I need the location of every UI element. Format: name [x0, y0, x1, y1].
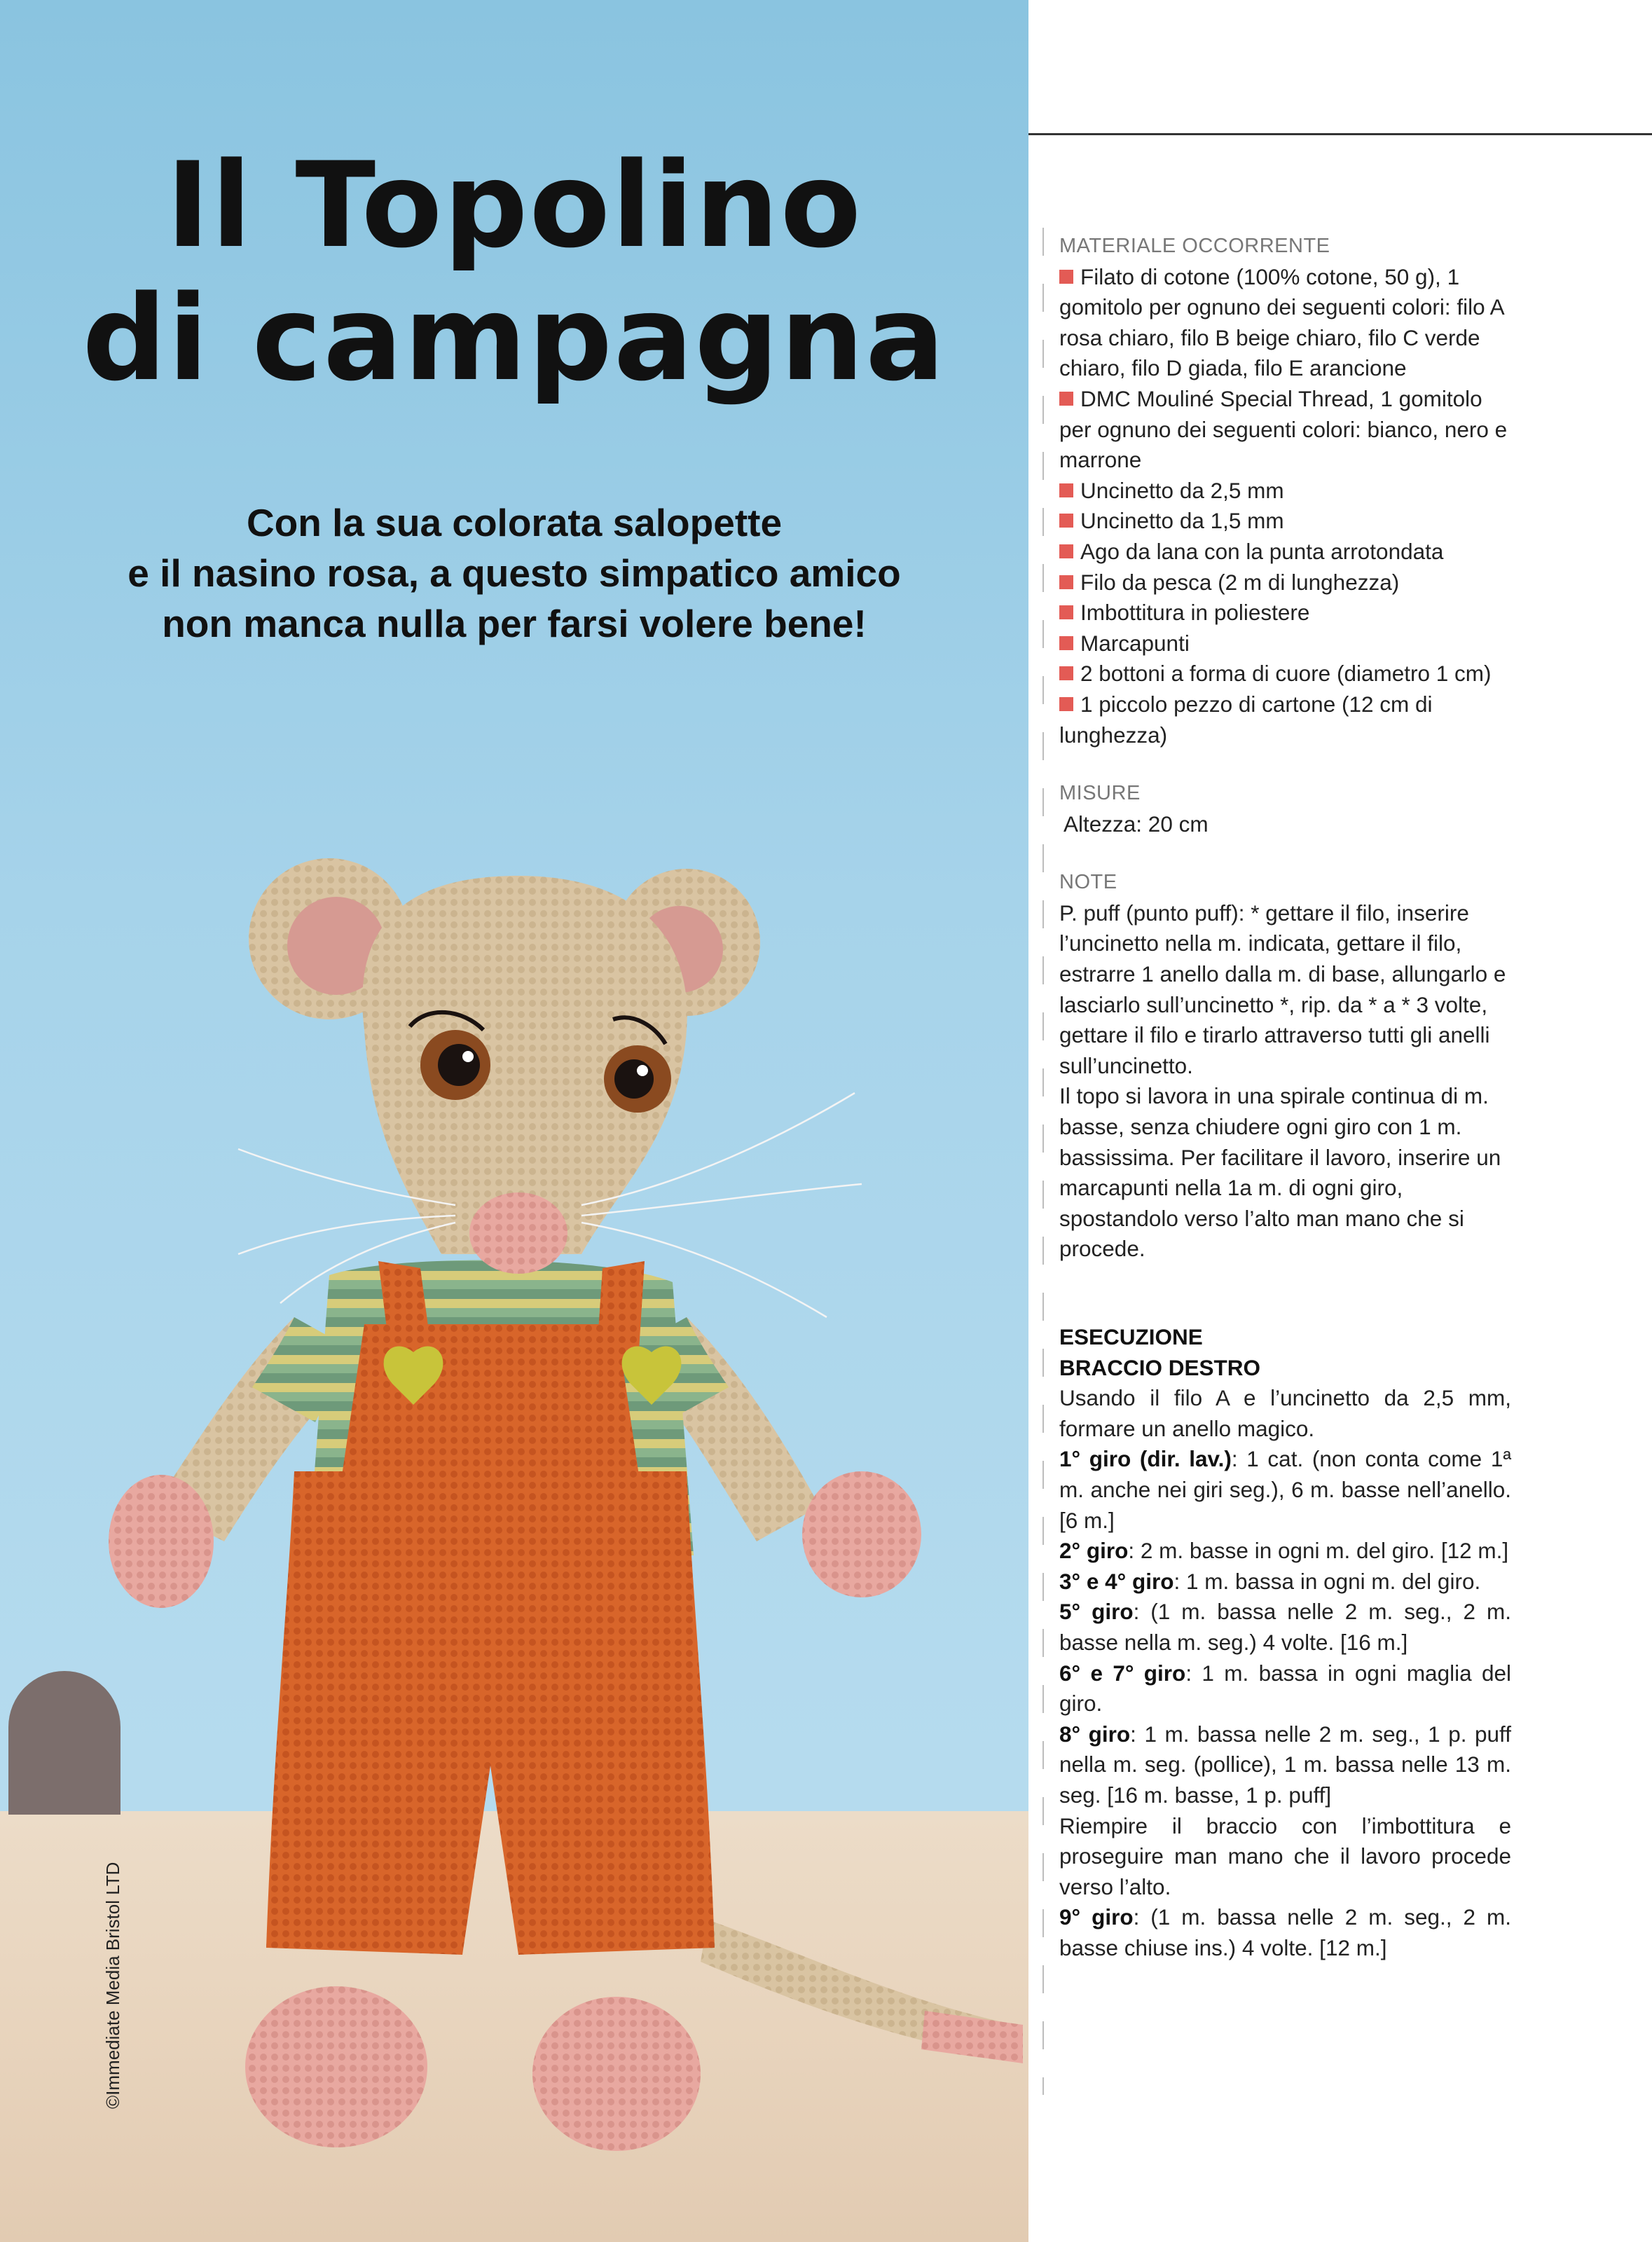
row-label: 5° giro: [1059, 1599, 1134, 1625]
notes-paragraph: Il topo si lavora in una spirale continua di m. basse, senza chiudere ogni giro con 1 m. bassissima. Per facilitare il lavoro, inserire un marcapunti nella 1a m. di ogni giro, spostandolo verso l’alto man mano che si procede.: [1059, 1083, 1501, 1262]
list-item: 1 piccolo pezzo di cartone (12 cm di lunghezza): [1059, 691, 1433, 748]
square-bullet-icon: [1059, 270, 1073, 284]
right-foot: [532, 1997, 701, 2151]
sizes-heading: MISURE: [1059, 782, 1141, 805]
square-bullet-icon: [1059, 666, 1073, 680]
row-label: 6° e 7° giro: [1059, 1660, 1186, 1686]
row-label: 9° giro: [1059, 1904, 1134, 1930]
pattern-row: [1059, 1597, 1511, 1658]
materials-list: [1059, 262, 1511, 751]
row-text: : 2 m. basse in ogni m. del giro. [12 m.]: [1128, 1538, 1509, 1564]
nose: [469, 1192, 567, 1274]
tail-tip: [921, 2011, 1023, 2063]
list-item: DMC Mouliné Special Thread, 1 gomitolo per ognuno dei seguenti colori: bianco, nero e marrone: [1059, 385, 1508, 473]
pattern-row: [1059, 1658, 1511, 1719]
row-text: : 1 cat. (non conta come 1ª m. anche nei giri seg.), 6 m. basse nell’anello. [6 m.]: [1059, 1446, 1511, 1533]
square-bullet-icon: [1059, 697, 1073, 711]
square-bullet-icon: [1059, 575, 1073, 589]
page-title-line-2: di campagna: [82, 270, 947, 407]
list-item: Filo da pesca (2 m di lunghezza): [1059, 568, 1511, 598]
notes-heading: NOTE: [1059, 871, 1117, 894]
square-bullet-icon: [1059, 636, 1073, 650]
row-text: : 1 m. bassa in ogni maglia del giro.: [1059, 1660, 1512, 1717]
subtitle-line: e il nasino rosa, a questo simpatico amico: [128, 551, 901, 595]
pattern-row: [1059, 1902, 1511, 1963]
section-subheading: BRACCIO DESTRO: [1059, 1354, 1261, 1380]
list-item: Uncinetto da 1,5 mm: [1059, 506, 1511, 537]
execution-heading: ESECUZIONE: [1059, 1324, 1203, 1349]
list-item: Marcapunti: [1059, 628, 1511, 659]
pattern-row: [1059, 1811, 1511, 1903]
square-bullet-icon: [1059, 514, 1073, 528]
left-hand: [109, 1475, 214, 1608]
row-text: : 1 m. bassa nelle 2 m. seg., 1 p. puff nella m. seg. (pollice), 1 m. bassa nelle 13 m. seg. [16 m. basse, 1 p. puff]: [1059, 1721, 1511, 1808]
materials-heading: MATERIALE OCCORRENTE: [1059, 235, 1330, 257]
left-foot: [245, 1986, 427, 2147]
page-title-line-1: Il Topolino: [165, 137, 863, 274]
row-text: : (1 m. bassa nelle 2 m. seg., 2 m. basse nella m. seg.) 4 volte. [16 m.]: [1059, 1599, 1511, 1655]
notes-paragraph: P. puff (punto puff): * gettare il filo, inserire l’uncinetto nella m. indicata, gettare il filo, estrarre 1 anello dalla m. di base, allungarlo e lasciarlo sull’uncinetto *, rip. da * a * 3 volte, gettare il filo e tirarlo attraverso tutti gli anelli sull’uncinetto.: [1059, 900, 1506, 1078]
pattern-row: [1059, 1719, 1511, 1811]
pattern-row: [1059, 1444, 1511, 1536]
top-rule: [1028, 133, 1652, 135]
row-text: : (1 m. bassa nelle 2 m. seg., 2 m. basse chiuse ins.) 4 volte. [12 m.]: [1059, 1904, 1511, 1960]
square-bullet-icon: [1059, 544, 1073, 558]
execution-intro: Usando il filo A e l’uncinetto da 2,5 mm, formare un anello magico.: [1059, 1385, 1511, 1441]
column-rule: [1042, 228, 1044, 2095]
overalls: [266, 1471, 715, 1955]
pattern-row: [1059, 1567, 1511, 1597]
row-label: 2° giro: [1059, 1538, 1129, 1564]
pattern-row: [1059, 1536, 1511, 1567]
square-bullet-icon: [1059, 483, 1073, 497]
right-hand: [802, 1471, 921, 1597]
list-item: Uncinetto da 2,5 mm: [1059, 476, 1511, 507]
row-label: 3° e 4° giro: [1059, 1568, 1174, 1594]
list-item: 2 bottoni a forma di cuore (diametro 1 cm): [1059, 659, 1511, 689]
sizes-text: Altezza: 20 cm: [1064, 811, 1209, 837]
instructions-column: [1059, 231, 1511, 1963]
subtitle-line: non manca nulla per farsi volere bene!: [162, 602, 867, 645]
row-label: 1° giro (dir. lav.): [1059, 1446, 1232, 1472]
photo-credit: ©Immediate Media Bristol LTD: [102, 1862, 123, 2109]
square-bullet-icon: [1059, 605, 1073, 619]
subtitle: [70, 497, 958, 649]
row-text: : 1 m. bassa in ogni m. del giro.: [1173, 1568, 1481, 1594]
row-text: Riempire il braccio con l’imbottitura e proseguire man mano che il lavoro procede verso l’alto.: [1059, 1813, 1511, 1899]
list-item: Imbottitura in poliestere: [1059, 598, 1511, 628]
list-item: Filato di cotone (100% cotone, 50 g), 1 gomitolo per ognuno dei seguenti colori: filo A rosa chiaro, filo B beige chiaro, filo C verde chiaro, filo D giada, filo E arancione: [1059, 263, 1503, 381]
square-bullet-icon: [1059, 392, 1073, 406]
list-item: Ago da lana con la punta arrotondata: [1059, 537, 1511, 568]
subtitle-line: Con la sua colorata salopette: [246, 501, 783, 544]
row-label: 8° giro: [1059, 1721, 1131, 1747]
